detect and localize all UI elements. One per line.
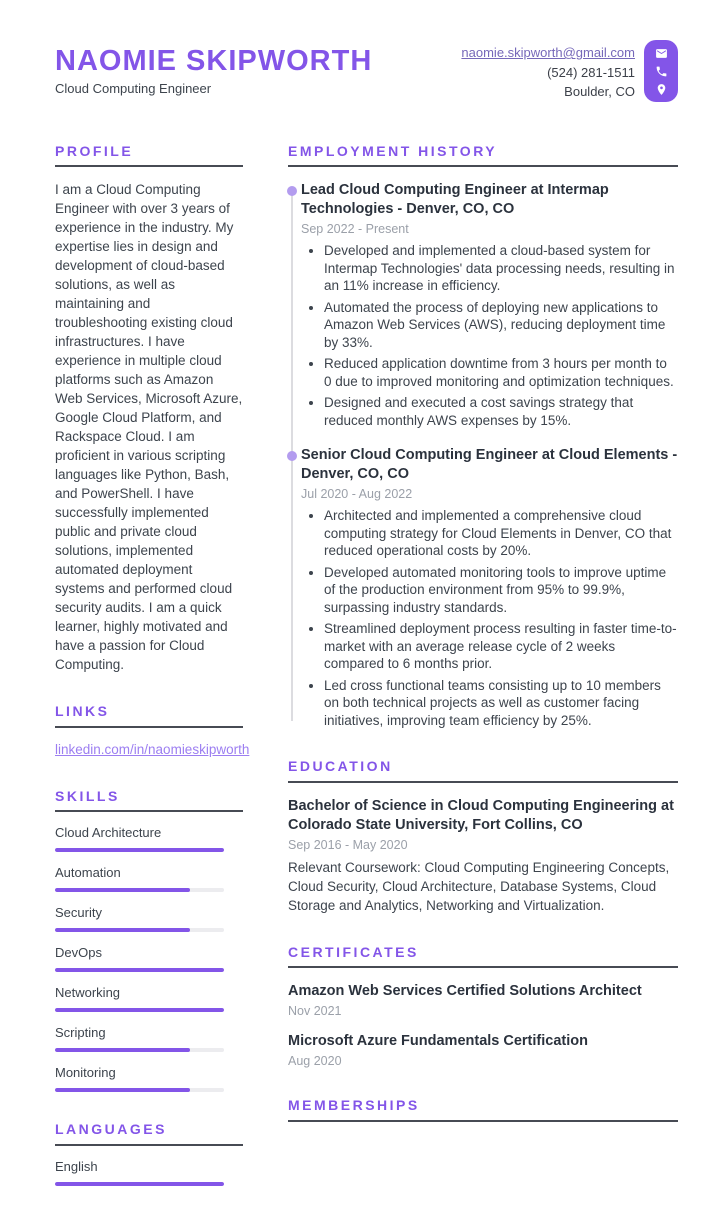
job-entry — [301, 181, 678, 429]
bullet-item: • Automated the process of deploying new applications to Amazon Web Services (AWS), reducing deployment time by 33%. — [324, 299, 678, 352]
candidate-name: NAOMIE SKIPWORTH — [55, 45, 373, 77]
education-entry — [288, 797, 678, 915]
phone-number: (524) 281-1511 — [547, 64, 635, 80]
skill-bar — [55, 968, 224, 972]
email-link[interactable]: naomie.skipworth@gmail.com — [461, 45, 635, 60]
skill-label: Cloud Architecture — [55, 825, 162, 841]
job-title: Senior Cloud Computing Engineer at Cloud Elements - Denver, CO, CO — [301, 447, 678, 483]
skills-heading: SKILLS — [55, 787, 120, 804]
skill-item — [55, 985, 243, 1012]
skill-bar-fill — [55, 888, 190, 892]
links-heading: LINKS — [55, 703, 110, 720]
skill-label: Scripting — [55, 1025, 106, 1041]
skill-bar — [55, 928, 224, 932]
envelope-icon — [655, 47, 668, 60]
skill-bar — [55, 848, 224, 852]
certificate-entry — [288, 1032, 678, 1068]
skill-bar — [55, 1048, 224, 1052]
certificate-title: Microsoft Azure Fundamentals Certification — [288, 1033, 588, 1050]
employment-section — [288, 144, 678, 729]
language-item — [55, 1159, 243, 1186]
job-title: Lead Cloud Computing Engineer at Intermap Technologies - Denver, CO, CO — [301, 182, 609, 218]
employment-heading: EMPLOYMENT HISTORY — [288, 143, 498, 159]
skill-item — [55, 865, 243, 892]
languages-section — [55, 1122, 243, 1185]
section-rule — [55, 810, 243, 812]
resume-body — [55, 144, 678, 1216]
skill-item — [55, 1025, 243, 1052]
education-description: Relevant Coursework: Cloud Computing Engineering Concepts, Cloud Security, Cloud Architecture, Database Systems, Cloud Storage and Analytics, Networking and Virtualization. — [288, 859, 670, 913]
skill-item — [55, 825, 243, 852]
header-identity — [55, 40, 372, 96]
skill-label: Security — [55, 905, 102, 921]
skill-bar — [55, 1088, 224, 1092]
education-section — [288, 759, 678, 914]
bullet-item: • Developed automated monitoring tools to improve uptime of the production environment from 95% to 99.9%, surpassing industry standards. — [324, 564, 678, 617]
job-dates: Sep 2022 - Present — [301, 222, 409, 237]
education-heading: EDUCATION — [288, 758, 393, 775]
language-label: English — [55, 1158, 98, 1174]
skill-label: Networking — [55, 985, 121, 1001]
phone-icon — [655, 65, 668, 78]
section-rule — [55, 726, 243, 728]
links-section — [55, 703, 250, 758]
skill-bar-fill — [55, 1008, 224, 1012]
job-dates: Jul 2020 - Aug 2022 — [301, 487, 413, 502]
bullet-item: • Designed and executed a cost savings strategy that reduced monthly AWS expenses by 15%. — [324, 394, 678, 429]
profile-section — [55, 144, 243, 674]
skill-item — [55, 945, 243, 972]
certificate-dates: Aug 2020 — [288, 1054, 342, 1069]
certificates-section — [288, 945, 678, 1068]
sidebar-column — [55, 143, 250, 1216]
bullet-item: • Led cross functional teams consisting up to 10 members on both technical projects as well as customer facing initiatives, improving team efficiency by 25%. — [324, 677, 678, 730]
job-entry — [301, 446, 678, 729]
header-contact-block — [461, 40, 678, 102]
section-rule — [288, 165, 678, 167]
skill-bar-fill — [55, 928, 190, 932]
education-dates: Sep 2016 - May 2020 — [288, 837, 408, 852]
skill-bar — [55, 888, 224, 892]
certificates-heading: CERTIFICATES — [288, 943, 419, 960]
main-column — [288, 144, 678, 1216]
timeline-dot — [287, 451, 297, 461]
resume-header — [55, 40, 678, 102]
job-bullets — [301, 507, 678, 729]
skill-label: Monitoring — [55, 1065, 116, 1081]
certificate-title: Amazon Web Services Certified Solutions Architect — [288, 983, 642, 1000]
section-rule — [55, 1144, 243, 1146]
memberships-section — [288, 1098, 678, 1121]
skill-item — [55, 1065, 243, 1092]
memberships-heading: MEMBERSHIPS — [288, 1097, 420, 1114]
skill-bar — [55, 1008, 224, 1012]
skill-label: DevOps — [55, 945, 102, 961]
language-bar — [55, 1182, 224, 1186]
bullet-item: • Developed and implemented a cloud-based system for Intermap Technologies' data processing needs, resulting in an 11% increase in efficiency. — [324, 242, 678, 295]
skill-bar-fill — [55, 1088, 190, 1092]
skill-bar-fill — [55, 848, 224, 852]
bullet-item: • Architected and implemented a comprehensive cloud computing strategy for Cloud Elements in Denver, CO that reduced operational costs by 20%. — [324, 507, 678, 560]
profile-text: I am a Cloud Computing Engineer with over 3 years of experience in the industry. My expertise lies in design and development of cloud-based solutions, as well as maintaining and troubleshooting existing cloud infrastructures. I have experience in multiple cloud platforms such as Amazon Web Services, Microsoft Azure, Google Cloud Platform, and Rackspace Cloud. I am proficient in various scripting languages like Python, Bash, and PowerShell. I have successfully implemented public and private cloud solutions, implemented automated deployment systems and performed cloud security audits. I am a quick learner, highly motivated and have a passion for Cloud Computing. — [55, 182, 243, 673]
employment-timeline — [288, 181, 678, 729]
education-title: Bachelor of Science in Cloud Computing Engineering at Colorado State University, Fort Collins, CO — [288, 797, 674, 833]
certificate-entry — [288, 982, 678, 1018]
profile-heading: PROFILE — [55, 143, 134, 159]
candidate-job-title: Cloud Computing Engineer — [55, 81, 212, 97]
language-bar-fill — [55, 1182, 224, 1186]
section-rule — [288, 966, 678, 968]
skills-section — [55, 789, 243, 1092]
skill-label: Automation — [55, 865, 121, 881]
job-bullets — [301, 242, 678, 429]
bullet-item: • Streamlined deployment process resulting in faster time-to-market with an average release cycle of 2 weeks compared to 6 months prior. — [324, 620, 678, 673]
linkedin-link[interactable]: linkedin.com/in/naomieskipworth — [55, 741, 250, 757]
section-rule — [288, 1120, 678, 1122]
section-rule — [288, 781, 678, 783]
location-text: Boulder, CO — [564, 84, 635, 99]
contact-icon-bar — [644, 40, 678, 102]
certificate-dates: Nov 2021 — [288, 1004, 342, 1019]
skill-bar-fill — [55, 968, 224, 972]
location-pin-icon — [655, 83, 668, 96]
bullet-item: • Reduced application downtime from 3 hours per month to 0 due to improved monitoring and optimization techniques. — [324, 355, 678, 390]
skill-bar-fill — [55, 1048, 190, 1052]
timeline-dot — [287, 186, 297, 196]
section-rule — [55, 165, 243, 167]
languages-heading: LANGUAGES — [55, 1121, 167, 1138]
skill-item — [55, 905, 243, 932]
contact-details — [461, 40, 635, 102]
